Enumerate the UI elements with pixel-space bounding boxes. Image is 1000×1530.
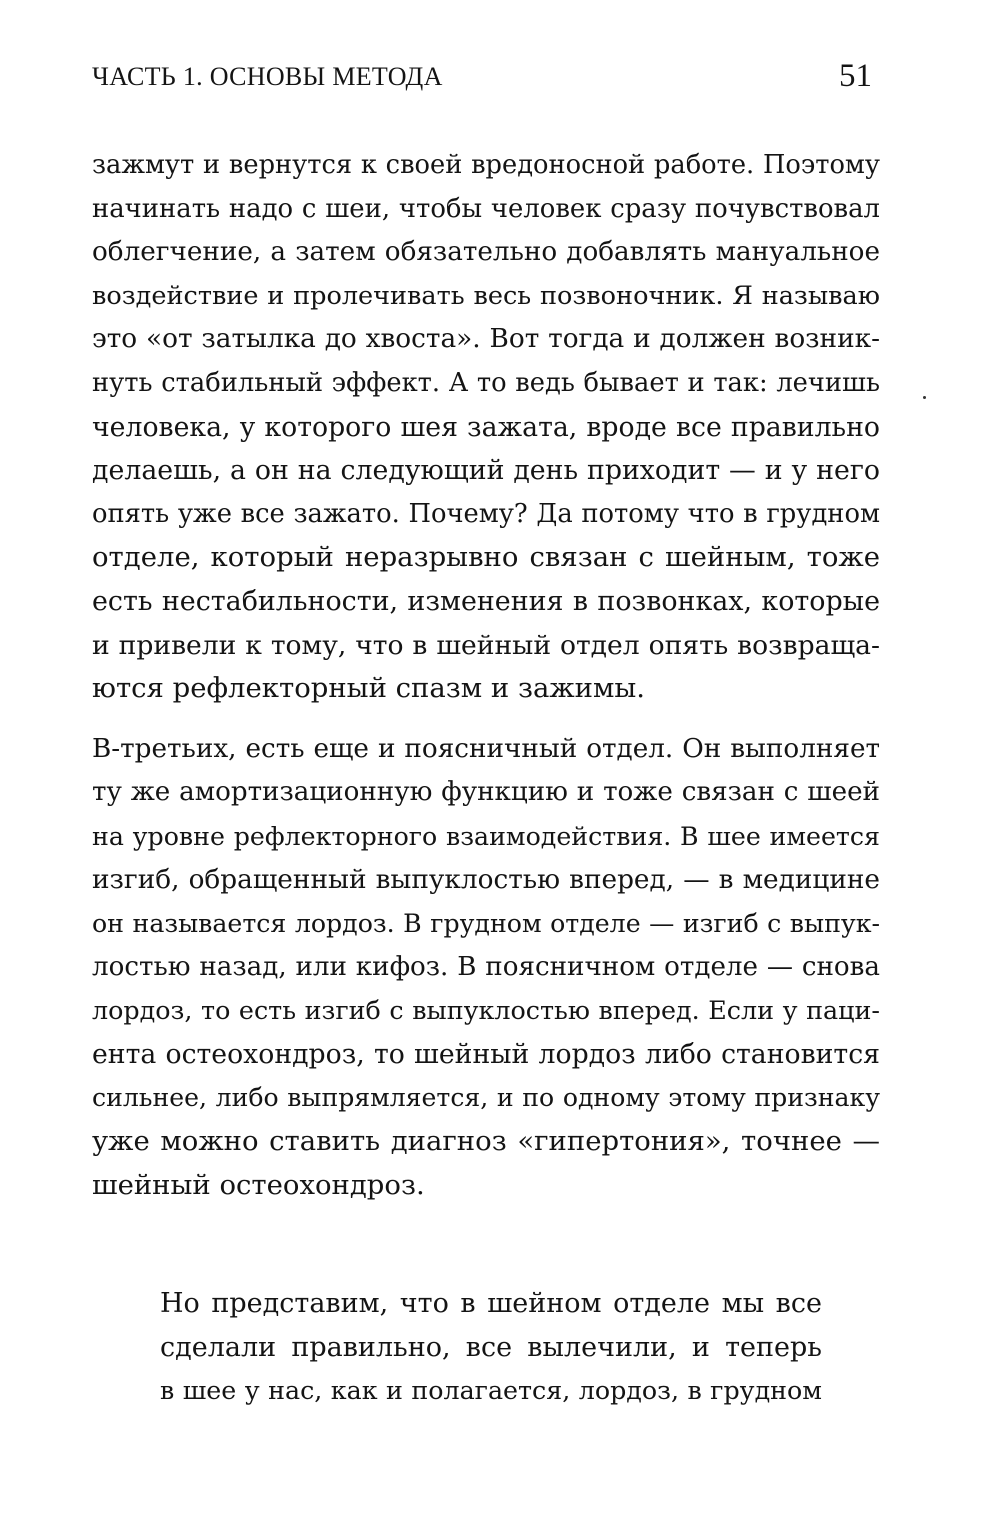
text-line: уже можно ставить диагноз «гипертония», точнее —	[92, 1125, 880, 1158]
section-text	[160, 1282, 822, 1413]
text-line: ту же амортизационную функцию и тоже связан с шеей	[92, 777, 880, 808]
text-line: нуть стабильный эффект. А то ведь бывает и так: лечишь	[92, 367, 880, 398]
paragraph-1	[92, 144, 880, 711]
text-line: есть нестабильности, изменения в позвонках, которые	[92, 585, 880, 617]
text-line: лостью назад, или кифоз. В поясничном отделе — снова	[92, 951, 880, 982]
print-speck	[923, 396, 926, 399]
text-line: делаешь, а он на следующий день приходит — и у него	[92, 455, 880, 487]
text-line: Но представим, что в шейном отделе мы все	[160, 1288, 822, 1319]
text-line: зажмут и вернутся к своей вредоносной работе. Поэтому	[92, 150, 880, 180]
text-line: изгиб, обращенный выпуклостью вперед, — в медицине	[92, 864, 880, 895]
text-line: сделали правильно, все вылечили, и теперь	[160, 1331, 822, 1363]
text-line: воздействие и пролечивать весь позвоночник. Я называю	[92, 280, 880, 311]
text-line: человека, у которого шея зажата, вроде все правильно	[92, 411, 880, 443]
text-line: на уровне рефлекторного взаимодействия. В шее имеется	[92, 821, 880, 851]
text-line: это «от затылка до хвоста». Вот тогда и должен возник-	[92, 324, 880, 355]
paragraph-2	[92, 728, 880, 1208]
text-line: в шее у нас, как и полагается, лордоз, в грудном	[160, 1375, 822, 1406]
text-line: В-третьих, есть еще и поясничный отдел. Он выполняет	[92, 733, 880, 764]
text-line: опять уже все зажато. Почему? Да потому что в грудном	[92, 498, 880, 529]
running-title: ЧАСТЬ 1. ОСНОВЫ МЕТОДА	[92, 62, 443, 91]
text-line: отделе, который неразрывно связан с шейным, тоже	[92, 541, 880, 574]
text-line: он называется лордоз. В грудном отделе — изгиб с выпук-	[92, 909, 880, 939]
page-header	[92, 58, 872, 98]
text-line: облегчение, а затем обязательно добавлять мануальное	[92, 237, 880, 268]
text-line: ются рефлекторный спазм и зажимы.	[92, 672, 646, 705]
text-line: сильнее, либо выпрямляется, и по одному этому признаку	[92, 1083, 880, 1113]
text-line: и привели к тому, что в шейный отдел опять возвраща-	[92, 629, 880, 661]
text-line: ента остеохондроз, то шейный лордоз либо становится	[92, 1038, 880, 1070]
text-line: лордоз, то есть изгиб с выпуклостью вперед. Если у паци-	[92, 995, 880, 1026]
body-text	[92, 144, 880, 1207]
text-line: начинать надо с шеи, чтобы человек сразу почувствовал	[92, 193, 880, 224]
text-line: шейный остеохондроз.	[92, 1168, 425, 1201]
page-number: 51	[839, 58, 872, 94]
